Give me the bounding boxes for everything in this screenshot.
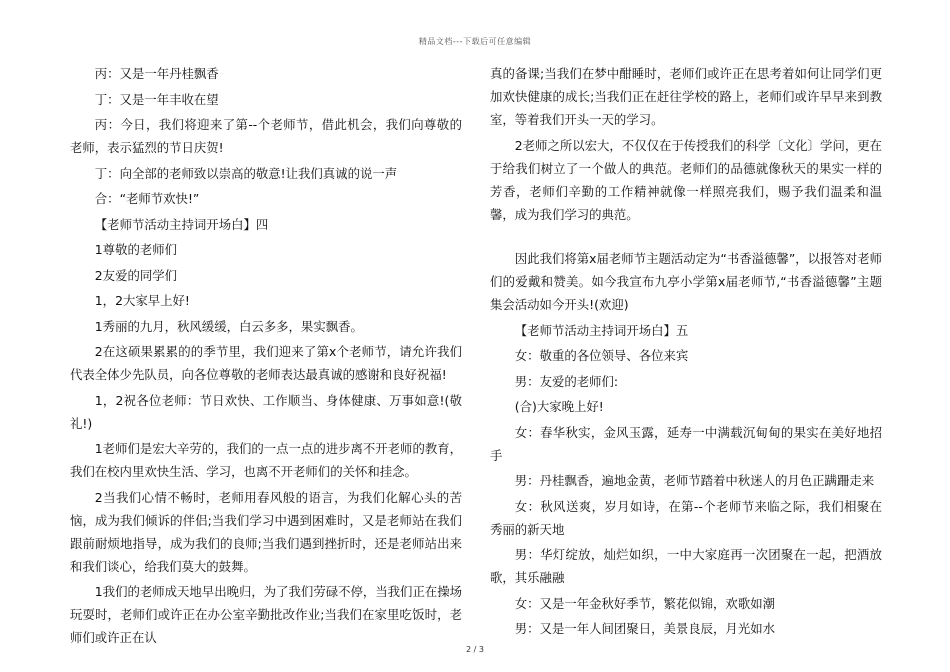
paragraph: 1，2祝各位老师：节日欢快、工作顺当、身体健康、万事如意!(敬礼!) bbox=[70, 392, 462, 431]
paragraph: 1尊敬的老师们 bbox=[94, 242, 178, 257]
left-column bbox=[70, 62, 462, 652]
paragraph: 男：华灯绽放，灿烂如织，一中大家庭再一次团聚在一起，把酒放歌，其乐融融 bbox=[490, 547, 882, 585]
paragraph: 女：秋风送爽，岁月如诗，在第--个老师节来临之际，我们相聚在秀丽的新天地 bbox=[490, 498, 882, 537]
paragraph: 1我们的老师成天地早出晚归，为了我们劳碌不停，当我们正在操场玩耍时，老师们或许正在办公室辛勤批改作业;当我们在家里吃饭时，老师们或许正在认 bbox=[70, 584, 463, 645]
paragraph: 1秀丽的九月，秋风缓缓，白云多多，果实飘香。 bbox=[94, 318, 363, 334]
section-heading: 【老师节活动主持词开场白】五 bbox=[514, 322, 689, 338]
paragraph: 男：又是一年人间团聚日，美景良辰，月光如水 bbox=[514, 621, 775, 636]
paragraph: 丙：又是一年丹桂飘香 bbox=[94, 66, 219, 81]
paragraph: 丁：向全部的老师致以崇高的敬意!让我们真诚的说一声 bbox=[94, 165, 398, 181]
paragraph: 丙：今日，我们将迎来了第--个老师节，借此机会，我们向尊敬的老师，表示猛烈的节日庆贺! bbox=[70, 117, 462, 155]
paragraph: 丁：又是一年丰收在望 bbox=[94, 91, 219, 107]
paragraph-continued: 真的备课;当我们在梦中酣睡时，老师们或许正在思考着如何让同学们更加欢快健康的成长;当我们正在赶往学校的路上，老师们或许早早来到教室，等着我们开头一天的学习。 bbox=[490, 66, 882, 127]
paragraph: 1，2大家早上好! bbox=[94, 293, 190, 308]
paragraph: 1老师们是宏大辛劳的，我们的一点一点的进步离不开老师的教育，我们在校内里欢快生活、学习，也离不开老师们的关怀和挂念。 bbox=[70, 441, 463, 479]
paragraph: 女：敬重的各位领导、各位来宾 bbox=[514, 348, 689, 363]
right-column bbox=[490, 62, 882, 643]
paragraph: 女：春华秋实，金风玉露，延寿一中满载沉甸甸的果实在美好地招手 bbox=[490, 424, 882, 463]
paragraph: 2在这硕果累累的的季节里，我们迎来了第x个老师节，请允许我们代表全体少先队员，向各位尊敬的老师表达最真诚的感谢和良好祝福! bbox=[70, 344, 462, 382]
paragraph-gap bbox=[490, 228, 882, 247]
section-heading: 【老师节活动主持词开场白】四 bbox=[94, 216, 269, 232]
paragraph: (合)大家晚上好! bbox=[514, 399, 604, 414]
paragraph: 女：又是一年金秋好季节，繁花似锦，欢歌如潮 bbox=[514, 595, 775, 611]
paragraph: 合：“老师节欢快!” bbox=[94, 191, 200, 206]
page-number: 2 / 3 bbox=[466, 645, 484, 654]
paragraph: 因此我们将第x届老师节主题活动定为“书香溢德馨”，以报答对老师们的爱戴和赞美。如今我宣布九亭小学第x届老师节,“书香溢德馨”主题集会活动如今开头!(欢迎) bbox=[490, 251, 882, 312]
paragraph: 男：丹桂飘香，遍地金黄，老师节踏着中秋迷人的月色正蹒跚走来 bbox=[514, 473, 875, 488]
paragraph: 2老师之所以宏大，不仅仅在于传授我们的科学〔文化〕学问，更在于给我们树立了一个做人的典范。老师们的品德就像秋天的果实一样的芳香，老师们辛勤的工作精神就像一样照亮我们，赐予我们温柔和温馨，成为我们学习的典范。 bbox=[490, 137, 883, 222]
paragraph: 男：友爱的老师们: bbox=[514, 373, 619, 389]
paragraph: 2友爱的同学们 bbox=[94, 267, 178, 283]
page-header: 精品文档---下载后可任意编辑 bbox=[418, 37, 532, 46]
paragraph: 2当我们心情不畅时，老师用春风般的语言，为我们化解心头的苦恼，成为我们倾诉的伴侣;当我们学习中遇到困难时，又是老师站在我们跟前耐烦地指导，成为我们的良师;当我们遇到挫折时，还是老师站出来和我们谈心，给我们莫大的鼓舞。 bbox=[70, 489, 462, 574]
